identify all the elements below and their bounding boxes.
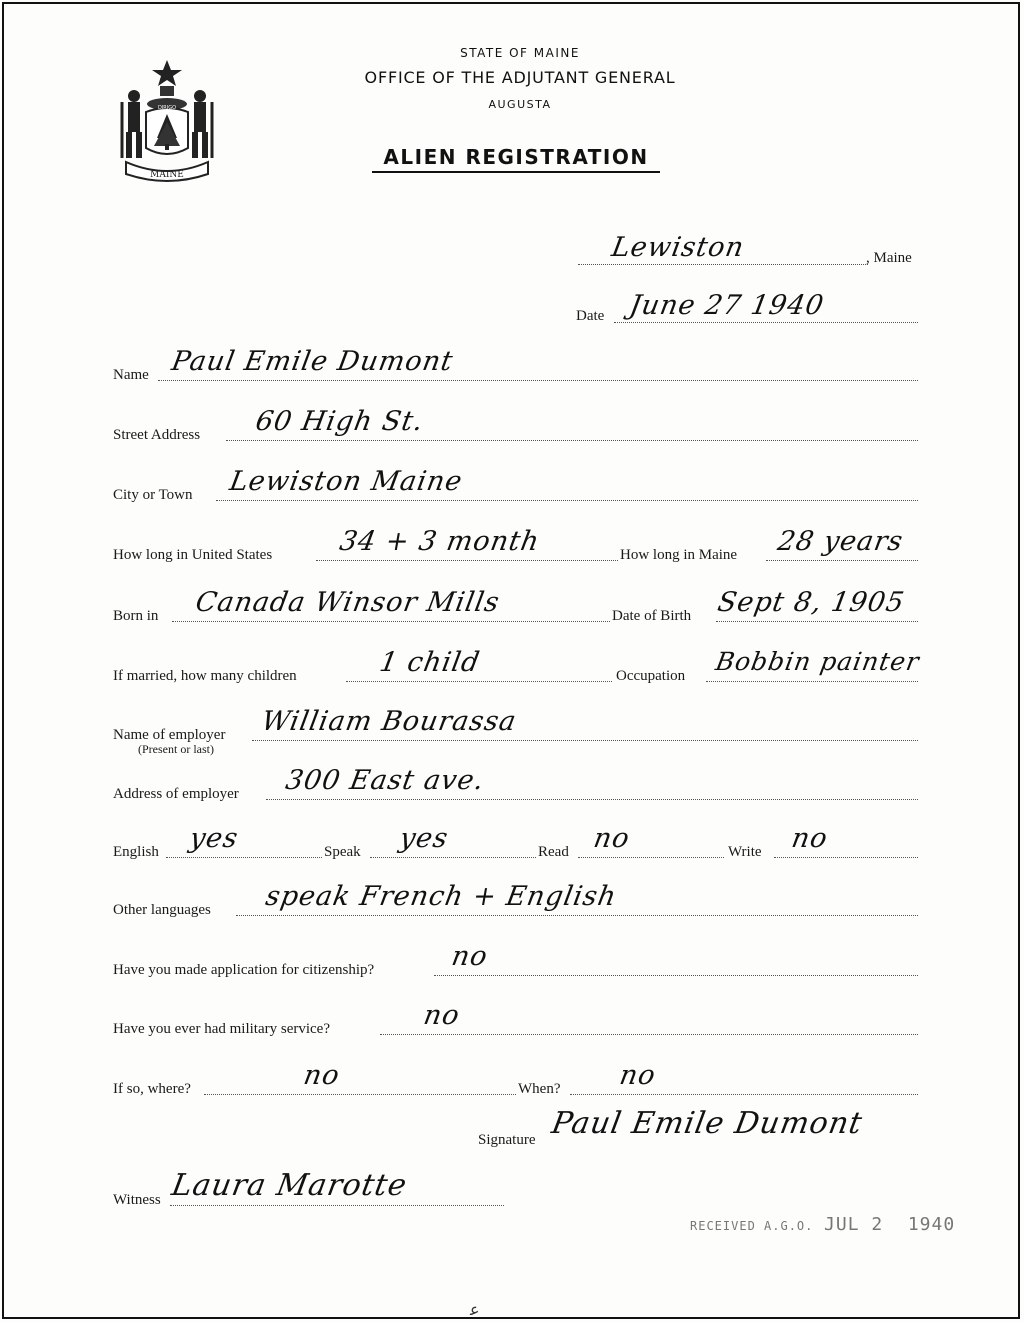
place-suffix: , Maine bbox=[866, 250, 912, 266]
bottom-mark: ﻋ bbox=[470, 1302, 480, 1319]
stamp-received: RECEIVED A.G.O. bbox=[690, 1219, 814, 1233]
occupation-label: Occupation bbox=[616, 668, 686, 684]
when-label: When? bbox=[518, 1081, 561, 1097]
name-value: Paul Emile Dumont bbox=[169, 346, 456, 377]
signature-value: Paul Emile Dumont bbox=[548, 1106, 866, 1141]
dob-line bbox=[716, 621, 918, 622]
speak-label: Speak bbox=[324, 844, 361, 860]
occupation-value: Bobbin painter bbox=[713, 647, 922, 676]
employer-line bbox=[252, 740, 918, 741]
city-line bbox=[216, 500, 918, 501]
city-value: Lewiston Maine bbox=[227, 466, 466, 497]
how-long-us-value: 34 + 3 month bbox=[337, 526, 543, 557]
street-value: 60 High St. bbox=[253, 406, 427, 437]
military-value: no bbox=[421, 1000, 463, 1031]
city-label: City or Town bbox=[113, 487, 193, 503]
street-line bbox=[226, 440, 918, 441]
stamp-date: JUL 2 bbox=[824, 1214, 884, 1235]
witness-label: Witness bbox=[113, 1192, 161, 1208]
employer-label: Name of employer bbox=[113, 727, 226, 743]
how-long-maine-value: 28 years bbox=[775, 526, 906, 557]
when-value: no bbox=[617, 1060, 659, 1091]
date-line bbox=[614, 322, 918, 323]
citizenship-label: Have you made application for citizenship? bbox=[113, 962, 375, 978]
date-label: Date bbox=[576, 308, 605, 324]
write-label: Write bbox=[728, 844, 762, 860]
where-label: If so, where? bbox=[113, 1081, 191, 1097]
other-languages-value: speak French + English bbox=[263, 881, 620, 912]
children-label: If married, how many children bbox=[113, 668, 297, 684]
city-heading: AUGUSTA bbox=[488, 98, 552, 111]
dob-label: Date of Birth bbox=[612, 608, 692, 624]
born-in-label: Born in bbox=[113, 608, 159, 624]
signature-label: Signature bbox=[478, 1132, 536, 1148]
state-heading: STATE OF MAINE bbox=[460, 46, 580, 60]
how-long-us-label: How long in United States bbox=[113, 547, 273, 563]
place-value: Lewiston bbox=[609, 232, 747, 263]
speak-value: yes bbox=[397, 823, 451, 854]
office-heading: OFFICE OF THE ADJUTANT GENERAL bbox=[364, 68, 676, 87]
english-label: English bbox=[113, 844, 159, 860]
place-line bbox=[578, 264, 868, 265]
write-line bbox=[774, 857, 918, 858]
employer-sublabel: (Present or last) bbox=[138, 742, 214, 756]
form-title: ALIEN REGISTRATION bbox=[372, 145, 660, 173]
svg-text:MAINE: MAINE bbox=[150, 170, 184, 180]
born-in-value: Canada Winsor Mills bbox=[193, 587, 503, 618]
svg-text:DIRIGO: DIRIGO bbox=[157, 105, 177, 111]
name-label: Name bbox=[113, 367, 149, 383]
born-in-line bbox=[172, 621, 610, 622]
state-seal bbox=[112, 56, 222, 186]
how-long-us-line bbox=[316, 560, 618, 561]
date-value: June 27 1940 bbox=[627, 290, 827, 321]
english-line bbox=[166, 857, 322, 858]
dob-value: Sept 8, 1905 bbox=[715, 587, 907, 618]
children-line bbox=[346, 681, 612, 682]
read-value: no bbox=[591, 823, 633, 854]
military-label: Have you ever had military service? bbox=[113, 1021, 330, 1037]
employer-value: William Bourassa bbox=[259, 706, 520, 737]
other-languages-line bbox=[236, 915, 918, 916]
other-languages-label: Other languages bbox=[113, 902, 211, 918]
name-line bbox=[158, 380, 918, 381]
witness-value: Laura Marotte bbox=[168, 1168, 410, 1203]
citizenship-value: no bbox=[449, 941, 491, 972]
citizenship-line bbox=[434, 975, 918, 976]
employer-address-label: Address of employer bbox=[113, 786, 239, 802]
received-stamp bbox=[690, 1214, 955, 1235]
employer-address-value: 300 East ave. bbox=[283, 765, 487, 796]
witness-line bbox=[170, 1205, 504, 1206]
read-label: Read bbox=[538, 844, 569, 860]
children-value: 1 child bbox=[377, 647, 483, 678]
where-line bbox=[204, 1094, 516, 1095]
english-value: yes bbox=[187, 823, 241, 854]
employer-address-line bbox=[266, 799, 918, 800]
write-value: no bbox=[789, 823, 831, 854]
how-long-maine-label: How long in Maine bbox=[620, 547, 738, 563]
where-value: no bbox=[301, 1060, 343, 1091]
military-line bbox=[380, 1034, 918, 1035]
stamp-year: 1940 bbox=[907, 1214, 956, 1235]
speak-line bbox=[370, 857, 536, 858]
read-line bbox=[578, 857, 724, 858]
how-long-maine-line bbox=[766, 560, 918, 561]
street-label: Street Address bbox=[113, 427, 201, 443]
when-line bbox=[570, 1094, 918, 1095]
occupation-line bbox=[706, 681, 918, 682]
